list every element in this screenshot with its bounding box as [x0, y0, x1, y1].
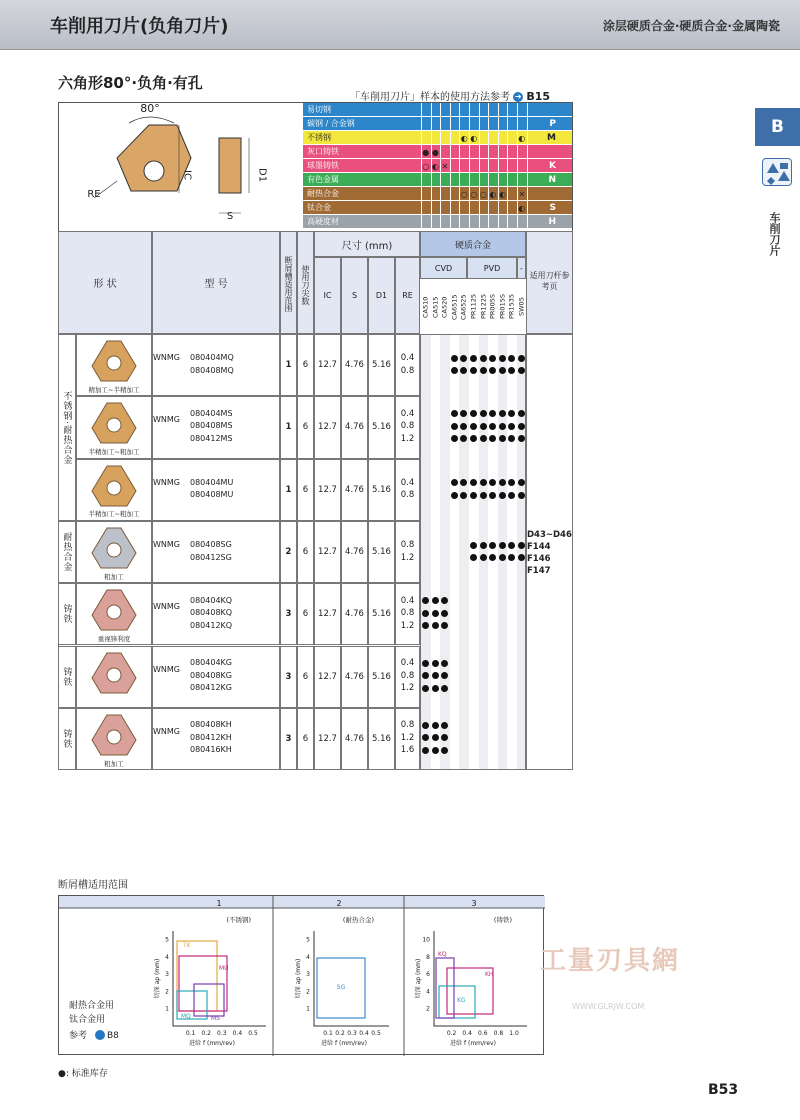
reference-text: 「车削用刀片」样本的使用方法参考 — [350, 92, 510, 103]
chipbreaker-note-line1: 耐热合金用 — [69, 1001, 115, 1011]
insert-label: 精加工~半精加工 — [88, 385, 140, 394]
grade-grid — [431, 103, 432, 229]
edges-value: 6 — [302, 422, 309, 433]
model-header: 型 号 — [204, 278, 228, 290]
grade-header: PR1535 — [507, 294, 516, 320]
material-name: 有色金属 — [307, 175, 339, 184]
model-prefix: WNMG — [153, 602, 180, 612]
s-value: 4.76 — [345, 484, 364, 495]
material-name: 耐热合金 — [307, 189, 339, 198]
chart-xlabel: 进给 f (mm/rev) — [450, 1040, 496, 1047]
s-label: S — [226, 210, 234, 222]
grade-grid — [450, 103, 451, 229]
grade-header: PR015S — [498, 294, 507, 320]
re-value: 1.2 — [400, 433, 415, 444]
material-code: S — [549, 203, 556, 213]
s-value: 4.76 — [345, 422, 364, 433]
chart-ytick: 4 — [426, 988, 430, 996]
d1-label: D1 — [256, 167, 268, 183]
chart-axis — [314, 931, 389, 1026]
chart-tag: (不锈钢) — [226, 916, 251, 924]
chart-ylabel: 切深 ap (mm) — [295, 958, 302, 999]
ic-value: 12.7 — [318, 547, 337, 558]
chipbreaker-col-header: 1 — [216, 899, 222, 908]
insert-label: 粗加工 — [104, 759, 124, 768]
chipbreaker-ref-label: 参考 — [69, 1031, 88, 1041]
grade-header: CA510 — [421, 296, 430, 318]
model-code[interactable]: 080408KG — [190, 670, 232, 680]
model-code[interactable]: 080412MS — [190, 433, 233, 443]
cb-value: 3 — [285, 671, 292, 682]
legend: ●: 标准库存 — [58, 1069, 108, 1079]
model-code[interactable]: 080408MQ — [190, 365, 234, 375]
material-mark: ◐ — [518, 203, 526, 213]
model-code[interactable]: 080404KQ — [190, 595, 233, 605]
carbide-header: 硬质合金 — [454, 240, 491, 251]
material-row — [303, 103, 572, 117]
re-col-header: RE — [402, 290, 413, 300]
d1-value: 5.16 — [372, 484, 391, 495]
material-row — [303, 131, 572, 145]
chart-xtick: 0.5 — [371, 1030, 381, 1037]
chart-ytick: 3 — [165, 971, 169, 979]
dims-header: 尺寸 (mm) — [341, 240, 393, 252]
region-tk — [177, 941, 217, 1011]
material-name: 高硬度材 — [307, 217, 339, 226]
model-code[interactable]: 080416KH — [190, 745, 232, 755]
ic-value: 12.7 — [318, 733, 337, 744]
s-value: 4.76 — [345, 547, 364, 558]
grade-grid — [469, 103, 470, 229]
group-side-label: 铸铁 — [61, 728, 72, 749]
re-value: 0.8 — [400, 670, 415, 681]
edges-value: 6 — [302, 360, 309, 371]
material-mark: ○ — [479, 189, 487, 199]
re-value: 0.4 — [400, 595, 415, 606]
chipbreaker-svg — [59, 896, 545, 1056]
material-row — [303, 187, 572, 201]
chart-ylabel: 切深 ap (mm) — [154, 958, 161, 999]
re-value: 0.4 — [400, 408, 415, 419]
grade-header: PR1225 — [479, 294, 488, 320]
page-number: B53 — [708, 1082, 739, 1098]
material-mark: ✕ — [441, 161, 449, 171]
chart-xtick: 0.2 — [201, 1030, 211, 1037]
chart-ytick: 5 — [306, 936, 310, 944]
edges-header: 使用刀尖数 — [301, 265, 310, 305]
chart-ytick: 1 — [306, 1005, 310, 1013]
re-value: 0.8 — [400, 421, 415, 432]
ic-value: 12.7 — [318, 609, 337, 620]
ic-value: 12.7 — [318, 360, 337, 371]
d1-value: 5.16 — [372, 733, 391, 744]
insert-image — [89, 712, 139, 758]
model-code[interactable]: 080408MS — [190, 421, 233, 431]
label-tk: TK — [183, 942, 191, 949]
d1-value: 5.16 — [372, 609, 391, 620]
grade-grid — [488, 103, 489, 229]
re-value: 1.2 — [400, 620, 415, 631]
grade-grid — [421, 103, 422, 229]
label-sg: SG — [336, 984, 346, 991]
grade-header: CA515 — [431, 296, 440, 318]
insert-image — [89, 463, 139, 509]
model-code[interactable]: 080408MU — [190, 490, 234, 500]
chipbreaker-col-header: 3 — [471, 899, 477, 908]
material-name: 灰口铸铁 — [307, 147, 339, 156]
material-row — [303, 201, 572, 215]
grade-grid — [498, 103, 499, 229]
material-mark: ◐ — [460, 133, 468, 143]
holder-ref[interactable]: F146 — [527, 554, 551, 564]
d1-value: 5.16 — [372, 547, 391, 558]
cb-value: 3 — [285, 609, 292, 620]
reference-note — [350, 88, 550, 103]
label-mq: MQ — [181, 1013, 191, 1020]
grade-grid — [459, 103, 460, 229]
model-code[interactable]: 080404MQ — [190, 353, 234, 363]
grade-header: CA6515 — [450, 294, 459, 320]
insert-label: 半精加工~粗加工 — [88, 448, 140, 457]
model-code[interactable]: 080408SG — [190, 540, 232, 550]
edges-value: 6 — [302, 671, 309, 682]
chart-xtick: 0.3 — [217, 1030, 227, 1037]
cb-value: 1 — [285, 484, 292, 495]
edges-value: 6 — [302, 484, 309, 495]
chart-xtick: 0.2 — [446, 1030, 457, 1037]
chart-tag: (耐热合金) — [342, 916, 374, 924]
model-code[interactable]: 080412KQ — [190, 620, 233, 630]
material-row — [303, 173, 572, 187]
angle-label: 80° — [140, 101, 160, 115]
shape-header: 形 状 — [93, 278, 117, 290]
arrow-icon: ➔ — [514, 92, 522, 101]
model-code[interactable]: 080412SG — [190, 552, 232, 562]
grade-grid — [507, 103, 508, 229]
insert-image — [89, 400, 139, 446]
s-value: 4.76 — [345, 671, 364, 682]
watermark: 工量刃具網 — [540, 946, 681, 976]
material-mark: ◐ — [489, 189, 497, 199]
d1-value: 5.16 — [372, 422, 391, 433]
material-mark: ● — [422, 147, 430, 157]
pvd-header: PVD — [483, 263, 501, 273]
label-kg: KG — [457, 997, 466, 1004]
material-mark: ○ — [470, 189, 478, 199]
s-value: 4.76 — [345, 733, 364, 744]
chart-xtick: 0.5 — [248, 1030, 258, 1037]
chart-axis — [434, 931, 527, 1026]
chart-ytick: 2 — [426, 1005, 430, 1013]
grade-header: CA6525 — [459, 294, 468, 320]
reference-link[interactable]: B15 — [526, 90, 551, 103]
cb-value: 2 — [285, 547, 292, 558]
insert-image — [89, 338, 139, 384]
re-value: 0.4 — [400, 477, 415, 488]
s-value: 4.76 — [345, 360, 364, 371]
cb-value: 1 — [285, 360, 292, 371]
holder-header: 适用刀杆参考页 — [529, 271, 570, 291]
holder-ref[interactable]: F144 — [527, 542, 551, 552]
ic-label: IC — [181, 170, 193, 180]
grade-grid — [517, 103, 518, 229]
material-mark: ◐ — [431, 161, 439, 171]
re-value: 0.8 — [400, 540, 415, 551]
side-vertical-label: 车削刀片 — [768, 212, 781, 256]
chart-ytick: 3 — [306, 971, 310, 979]
grade-header: SW05 — [517, 297, 526, 317]
cvd-header: CVD — [434, 263, 453, 273]
edges-value: 6 — [302, 609, 309, 620]
material-code: N — [548, 175, 556, 185]
material-name: 不锈钢 — [307, 133, 331, 142]
material-name: 易切钢 — [307, 105, 331, 114]
d1-value: 5.16 — [372, 360, 391, 371]
re-value: 0.8 — [400, 720, 415, 731]
material-mark: ✕ — [518, 189, 526, 199]
chart-xtick: 0.1 — [185, 1030, 196, 1037]
cb-value: 1 — [285, 422, 292, 433]
arrow-icon — [95, 1030, 105, 1040]
material-name: 钛合金 — [307, 203, 331, 212]
chart-xtick: 0.2 — [335, 1030, 345, 1037]
group-side-label: 耐热合金 — [61, 532, 72, 573]
chart-ytick: 4 — [306, 953, 310, 961]
watermark-url: WWW.GLRJW.COM — [572, 1002, 645, 1011]
re-value: 1.2 — [400, 732, 415, 743]
material-mark: ○ — [422, 161, 430, 171]
insert-image — [89, 650, 139, 696]
model-code[interactable]: 080404MS — [190, 408, 233, 418]
model-prefix: WNMG — [153, 477, 180, 487]
material-mark: ◐ — [470, 133, 478, 143]
material-row — [303, 117, 572, 131]
model-code[interactable]: 080404MU — [190, 477, 234, 487]
model-code[interactable]: 080412KG — [190, 683, 232, 693]
s-col-header: S — [351, 290, 358, 300]
re-value: 0.8 — [400, 608, 415, 619]
page-title: 车削用刀片(负角刀片) — [50, 16, 229, 37]
chart-ytick: 1 — [165, 1005, 169, 1013]
label-kq: KQ — [438, 951, 447, 958]
material-mark: ● — [431, 147, 439, 157]
chart-ytick: 5 — [165, 936, 169, 944]
chart-tag: (铸铁) — [493, 916, 512, 924]
re-value: 1.2 — [400, 683, 415, 694]
re-value: 0.8 — [400, 365, 415, 376]
chart-xtick: 0.6 — [478, 1030, 488, 1037]
grade-header: PR1125 — [469, 294, 478, 320]
chipbreaker-title: 断屑槽适用范围 — [58, 880, 128, 891]
chart-xtick: 0.3 — [347, 1030, 357, 1037]
re-value: 0.4 — [400, 353, 415, 364]
s-value: 4.76 — [345, 609, 364, 620]
re-value: 1.6 — [400, 745, 415, 756]
model-code[interactable]: 080404KG — [190, 658, 232, 668]
ic-value: 12.7 — [318, 484, 337, 495]
model-prefix: WNMG — [153, 415, 180, 425]
chart-ytick: 8 — [426, 953, 430, 961]
material-code: K — [549, 161, 556, 171]
material-code: P — [549, 119, 556, 129]
d1-value: 5.16 — [372, 671, 391, 682]
material-name: 球墨铸铁 — [307, 161, 339, 170]
chart-xtick: 0.8 — [493, 1030, 504, 1037]
chipbreaker-charts — [58, 895, 544, 1055]
chart-ylabel: 切深 ap (mm) — [415, 958, 422, 999]
side-tab-b[interactable]: B — [755, 108, 800, 146]
chart-xtick: 0.4 — [232, 1030, 243, 1037]
chart-ytick: 4 — [165, 953, 169, 961]
chart-xtick: 0.4 — [462, 1030, 472, 1037]
label-kh: KH — [485, 971, 494, 978]
chipbreaker-header: 断屑槽适用范围 — [284, 255, 293, 312]
material-code: H — [548, 217, 556, 227]
chart-ytick: 6 — [426, 971, 430, 979]
re-value: 1.2 — [400, 552, 415, 563]
holder-cell — [526, 334, 573, 770]
insert-image — [89, 525, 139, 571]
model-prefix: WNMG — [153, 664, 180, 674]
grade-grid — [440, 103, 441, 229]
header-category: 涂层硬质合金·硬质合金·金属陶瓷 — [602, 19, 780, 33]
chipbreaker-note-line2: 钛合金用 — [69, 1015, 106, 1025]
chipbreaker-ref-link: B8 — [107, 1031, 119, 1041]
group-side-label: 铸铁 — [61, 666, 72, 687]
edges-value: 6 — [302, 547, 309, 558]
material-name: 碳钢 / 合金钢 — [307, 119, 355, 128]
ic-col-header: IC — [323, 290, 332, 300]
material-mark: ◐ — [499, 189, 507, 199]
insert-label: 半精加工~粗加工 — [88, 510, 140, 519]
model-code[interactable]: 080408KH — [190, 720, 232, 730]
model-prefix: WNMG — [153, 726, 180, 736]
holder-ref[interactable]: F147 — [527, 566, 551, 576]
edges-value: 6 — [302, 733, 309, 744]
insert-icon — [762, 158, 792, 186]
grade-area — [420, 334, 526, 770]
grade-header: PR005S — [488, 294, 497, 320]
insert-image — [89, 587, 139, 633]
holder-ref[interactable]: D43~D46 — [527, 530, 572, 540]
grade-grid — [527, 103, 528, 229]
material-code: M — [547, 133, 556, 143]
chart-ytick: 2 — [165, 988, 169, 996]
model-code[interactable]: 080412KH — [190, 732, 232, 742]
dash-header: - — [520, 263, 523, 273]
material-row — [303, 215, 572, 229]
insert-label: 重视锋利度 — [97, 635, 131, 643]
re-label: RE — [87, 188, 101, 200]
chart-ytick: 2 — [306, 988, 310, 996]
chart-xtick: 0.1 — [323, 1030, 333, 1037]
d1-col-header: D1 — [375, 290, 388, 300]
material-mark: ○ — [460, 189, 468, 199]
chart-xtick: 0.4 — [359, 1030, 369, 1037]
grade-grid — [479, 103, 480, 229]
label-mu: MU — [219, 965, 229, 972]
ic-value: 12.7 — [318, 422, 337, 433]
material-mark: ◐ — [518, 133, 526, 143]
grade-header: CA520 — [440, 296, 449, 318]
re-value: 0.4 — [400, 658, 415, 669]
chart-xlabel: 进给 f (mm/rev) — [189, 1040, 235, 1047]
group-side-label: 不锈钢·耐热合金 — [61, 390, 72, 465]
label-ms: MS — [211, 1015, 220, 1022]
cb-value: 3 — [285, 733, 292, 744]
chipbreaker-col-header: 2 — [336, 899, 342, 908]
page-header — [0, 0, 800, 50]
model-prefix: WNMG — [153, 539, 180, 549]
chart-xtick: 1.0 — [509, 1030, 519, 1037]
insert-label: 粗加工 — [104, 572, 124, 581]
chart-xlabel: 进给 f (mm/rev) — [321, 1040, 367, 1047]
chart-ytick: 10 — [422, 936, 430, 944]
group-side-label: 铸铁 — [61, 604, 72, 625]
section-subtitle: 六角形80°·负角·有孔 — [58, 74, 203, 92]
re-value: 0.8 — [400, 490, 415, 501]
model-prefix: WNMG — [153, 353, 180, 362]
model-code[interactable]: 080408KQ — [190, 608, 233, 618]
ic-value: 12.7 — [318, 671, 337, 682]
